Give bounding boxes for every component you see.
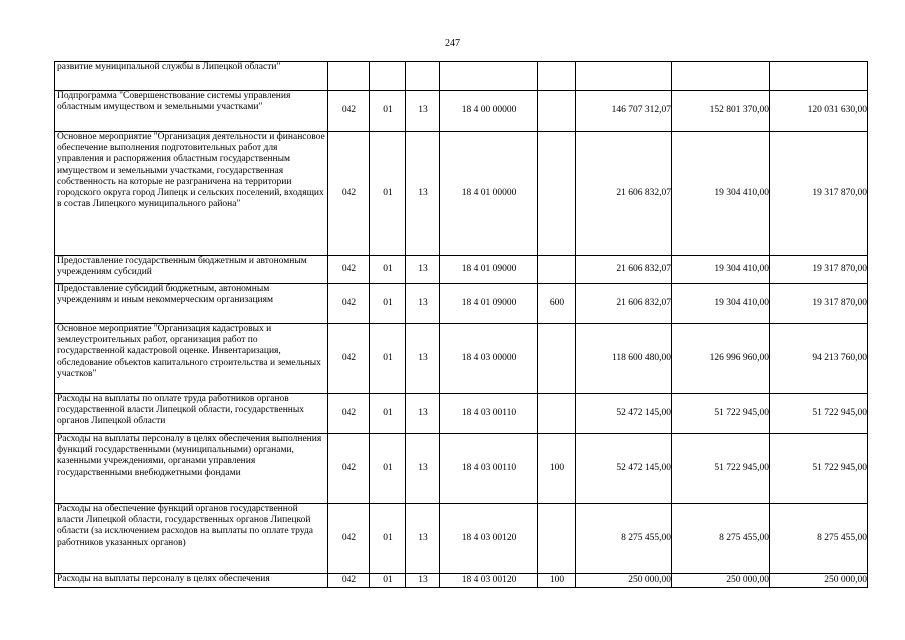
cell-expense-type	[538, 91, 576, 132]
table-row	[55, 256, 868, 284]
cell-gov-code: 042	[328, 574, 370, 588]
cell-amount-year3: 250 000,00	[770, 574, 868, 588]
row-description: Основное мероприятие "Организация кадастровых и землеустроительных работ, организация работ по государственной кадастровой оценке. Инвентаризация, обследование объектов капитального строительства и земельных участков"	[55, 324, 328, 394]
row-description: Основное мероприятие "Организация деятельности и финансовое обеспечение выполнения подготовительных работ для управления и распоряжения областным государственным имуществом и земельными участками, государственная собственность на которые не разграничена на территории городского округа город Липецк и сельских поселений, входящих в состав Липецкого муниципального района"	[55, 132, 328, 256]
cell-amount-year1: 52 472 145,00	[576, 394, 672, 434]
cell-amount-year2: 8 275 455,00	[672, 504, 770, 574]
cell-subsection: 13	[406, 574, 440, 588]
cell-subsection: 13	[406, 256, 440, 284]
cell-amount-year1: 21 606 832,07	[576, 132, 672, 256]
cell-amount-year3: 19 317 870,00	[770, 132, 868, 256]
cell-subsection: 13	[406, 504, 440, 574]
cell-target-article	[440, 62, 538, 91]
cell-amount-year2: 19 304 410,00	[672, 284, 770, 324]
cell-amount-year3: 120 031 630,00	[770, 91, 868, 132]
table-row	[55, 284, 868, 324]
table-row	[55, 504, 868, 574]
row-description: Предоставление государственным бюджетным и автономным учреждениям субсидий	[55, 256, 328, 284]
cell-amount-year3	[770, 62, 868, 91]
cell-target-article: 18 4 01 00000	[440, 132, 538, 256]
cell-section: 01	[370, 324, 406, 394]
cell-subsection: 13	[406, 394, 440, 434]
cell-section: 01	[370, 394, 406, 434]
cell-expense-type: 100	[538, 574, 576, 588]
budget-table-body	[55, 62, 868, 588]
cell-expense-type	[538, 62, 576, 91]
cell-subsection: 13	[406, 91, 440, 132]
cell-gov-code: 042	[328, 284, 370, 324]
cell-amount-year3: 19 317 870,00	[770, 284, 868, 324]
cell-expense-type: 600	[538, 284, 576, 324]
cell-target-article: 18 4 03 00110	[440, 434, 538, 504]
table-row	[55, 324, 868, 394]
cell-amount-year3: 8 275 455,00	[770, 504, 868, 574]
cell-section: 01	[370, 256, 406, 284]
table-row	[55, 62, 868, 91]
cell-gov-code: 042	[328, 434, 370, 504]
cell-gov-code: 042	[328, 256, 370, 284]
cell-section: 01	[370, 91, 406, 132]
page-number: 247	[445, 38, 460, 49]
cell-amount-year1: 8 275 455,00	[576, 504, 672, 574]
row-description: Подпрограмма "Совершенствование системы управления областным имуществом и земельными участками"	[55, 91, 328, 132]
cell-amount-year3: 19 317 870,00	[770, 256, 868, 284]
cell-amount-year2: 250 000,00	[672, 574, 770, 588]
cell-target-article: 18 4 03 00120	[440, 574, 538, 588]
cell-amount-year1: 118 600 480,00	[576, 324, 672, 394]
cell-gov-code: 042	[328, 132, 370, 256]
cell-amount-year3: 94 213 760,00	[770, 324, 868, 394]
row-description: развитие муниципальной службы в Липецкой области"	[55, 62, 328, 91]
cell-amount-year2: 51 722 945,00	[672, 434, 770, 504]
cell-expense-type	[538, 394, 576, 434]
cell-expense-type	[538, 324, 576, 394]
row-description: Предоставление субсидий бюджетным, автономным учреждениям и иным некоммерческим организациям	[55, 284, 328, 324]
cell-section: 01	[370, 284, 406, 324]
table-row	[55, 394, 868, 434]
cell-amount-year1	[576, 62, 672, 91]
cell-amount-year1: 52 472 145,00	[576, 434, 672, 504]
cell-amount-year1: 21 606 832,07	[576, 284, 672, 324]
row-description: Расходы на выплаты персоналу в целях обеспечения	[55, 574, 328, 588]
cell-section	[370, 62, 406, 91]
table-row	[55, 91, 868, 132]
cell-subsection: 13	[406, 434, 440, 504]
cell-target-article: 18 4 01 09000	[440, 256, 538, 284]
cell-target-article: 18 4 03 00120	[440, 504, 538, 574]
cell-amount-year2: 19 304 410,00	[672, 256, 770, 284]
cell-target-article: 18 4 01 09000	[440, 284, 538, 324]
cell-gov-code: 042	[328, 504, 370, 574]
cell-amount-year2: 19 304 410,00	[672, 132, 770, 256]
table-row	[55, 434, 868, 504]
row-description: Расходы на обеспечение функций органов государственной власти Липецкой области, государственных органов Липецкой области (за исключением расходов на выплаты по оплате труда работников указанных органов)	[55, 504, 328, 574]
cell-target-article: 18 4 03 00110	[440, 394, 538, 434]
cell-amount-year2	[672, 62, 770, 91]
cell-gov-code: 042	[328, 91, 370, 132]
cell-amount-year2: 126 996 960,00	[672, 324, 770, 394]
cell-amount-year1: 21 606 832,07	[576, 256, 672, 284]
table-row	[55, 132, 868, 256]
cell-section: 01	[370, 132, 406, 256]
cell-expense-type: 100	[538, 434, 576, 504]
cell-subsection	[406, 62, 440, 91]
cell-gov-code: 042	[328, 394, 370, 434]
cell-amount-year2: 152 801 370,00	[672, 91, 770, 132]
cell-expense-type	[538, 132, 576, 256]
cell-amount-year3: 51 722 945,00	[770, 394, 868, 434]
cell-amount-year2: 51 722 945,00	[672, 394, 770, 434]
cell-amount-year1: 146 707 312,07	[576, 91, 672, 132]
row-description: Расходы на выплаты персоналу в целях обеспечения выполнения функций государственными (муниципальными) органами, казенными учреждениями, органами управления государственными внебюджетными фондами	[55, 434, 328, 504]
cell-target-article: 18 4 03 00000	[440, 324, 538, 394]
cell-subsection: 13	[406, 284, 440, 324]
cell-gov-code: 042	[328, 324, 370, 394]
cell-expense-type	[538, 504, 576, 574]
cell-section: 01	[370, 434, 406, 504]
cell-target-article: 18 4 00 00000	[440, 91, 538, 132]
cell-amount-year1: 250 000,00	[576, 574, 672, 588]
cell-section: 01	[370, 504, 406, 574]
cell-amount-year3: 51 722 945,00	[770, 434, 868, 504]
table-row	[55, 574, 868, 588]
budget-table	[54, 61, 868, 588]
row-description: Расходы на выплаты по оплате труда работников органов государственной власти Липецкой области, государственных органов Липецкой области	[55, 394, 328, 434]
cell-gov-code	[328, 62, 370, 91]
cell-subsection: 13	[406, 324, 440, 394]
cell-section: 01	[370, 574, 406, 588]
cell-subsection: 13	[406, 132, 440, 256]
cell-expense-type	[538, 256, 576, 284]
